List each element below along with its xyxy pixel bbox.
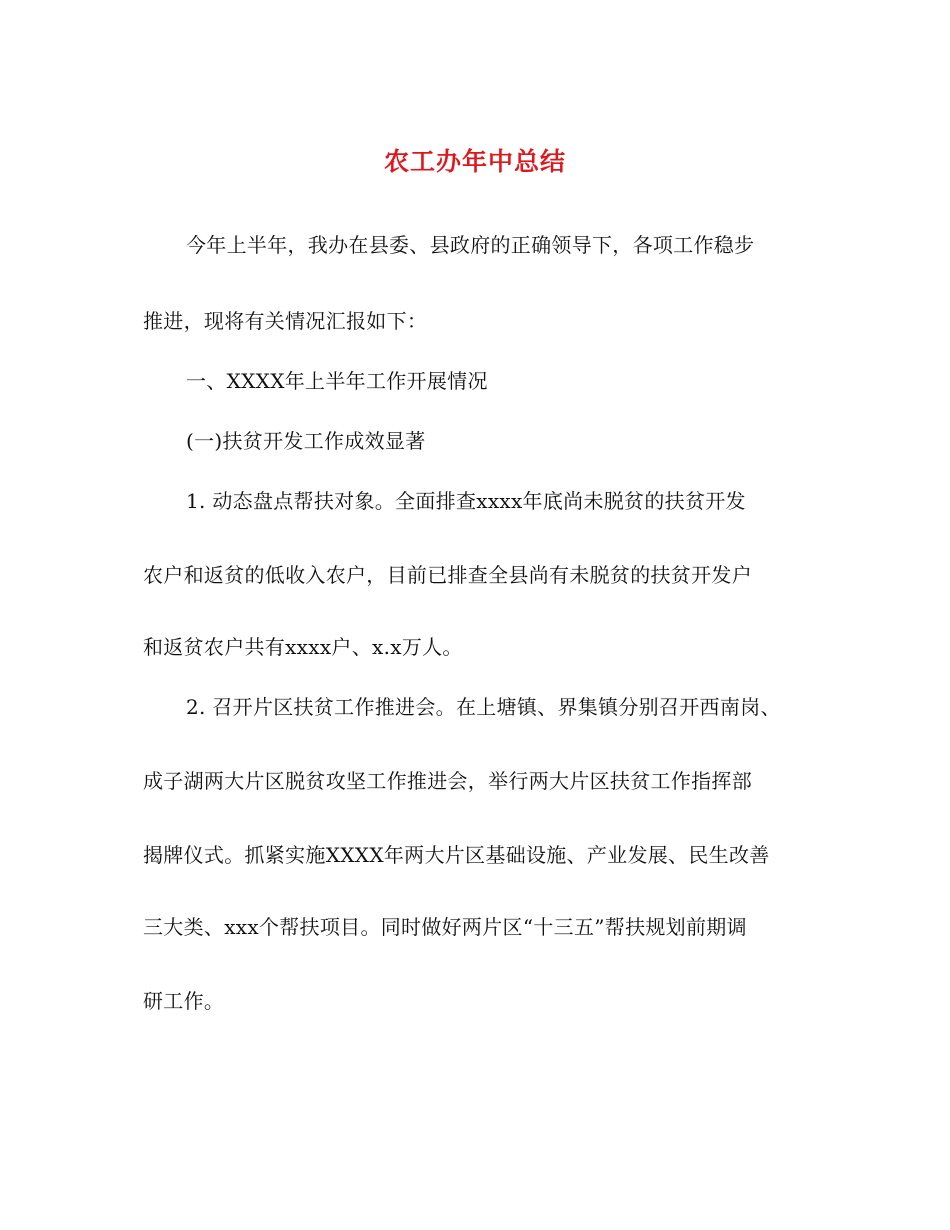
subsection-heading: (一)扶贫开发工作成效显著 — [186, 429, 426, 453]
paragraph-line: 1. 动态盘点帮扶对象。全面排查xxxx年底尚未脱贫的扶贫开发 — [186, 489, 746, 513]
paragraph-line: 推进，现将有关情况汇报如下： — [143, 309, 428, 333]
paragraph-line: 揭牌仪式。抓紧实施XXXX年两大片区基础设施、产业发展、民生改善 — [143, 843, 770, 867]
section-heading: 一、XXXX年上半年工作开展情况 — [186, 369, 488, 393]
paragraph-line: 2. 召开片区扶贫工作推进会。在上塘镇、界集镇分别召开西南岗、 — [186, 695, 781, 719]
paragraph-line: 农户和返贫的低收入农户，目前已排查全县尚有未脱贫的扶贫开发户 — [143, 563, 752, 587]
paragraph-line: 研工作。 — [143, 989, 225, 1013]
paragraph-line: 成子湖两大片区脱贫攻坚工作推进会，举行两大片区扶贫工作指挥部 — [143, 769, 752, 793]
paragraph-line: 和返贫农户共有xxxx户、x.x万人。 — [143, 635, 463, 659]
document-title: 农工办年中总结 — [383, 147, 566, 176]
paragraph-line: 三大类、xxx个帮扶项目。同时做好两片区“十三五”帮扶规划前期调 — [143, 915, 747, 939]
paragraph-line: 今年上半年，我办在县委、县政府的正确领导下，各项工作稳步 — [186, 233, 755, 257]
